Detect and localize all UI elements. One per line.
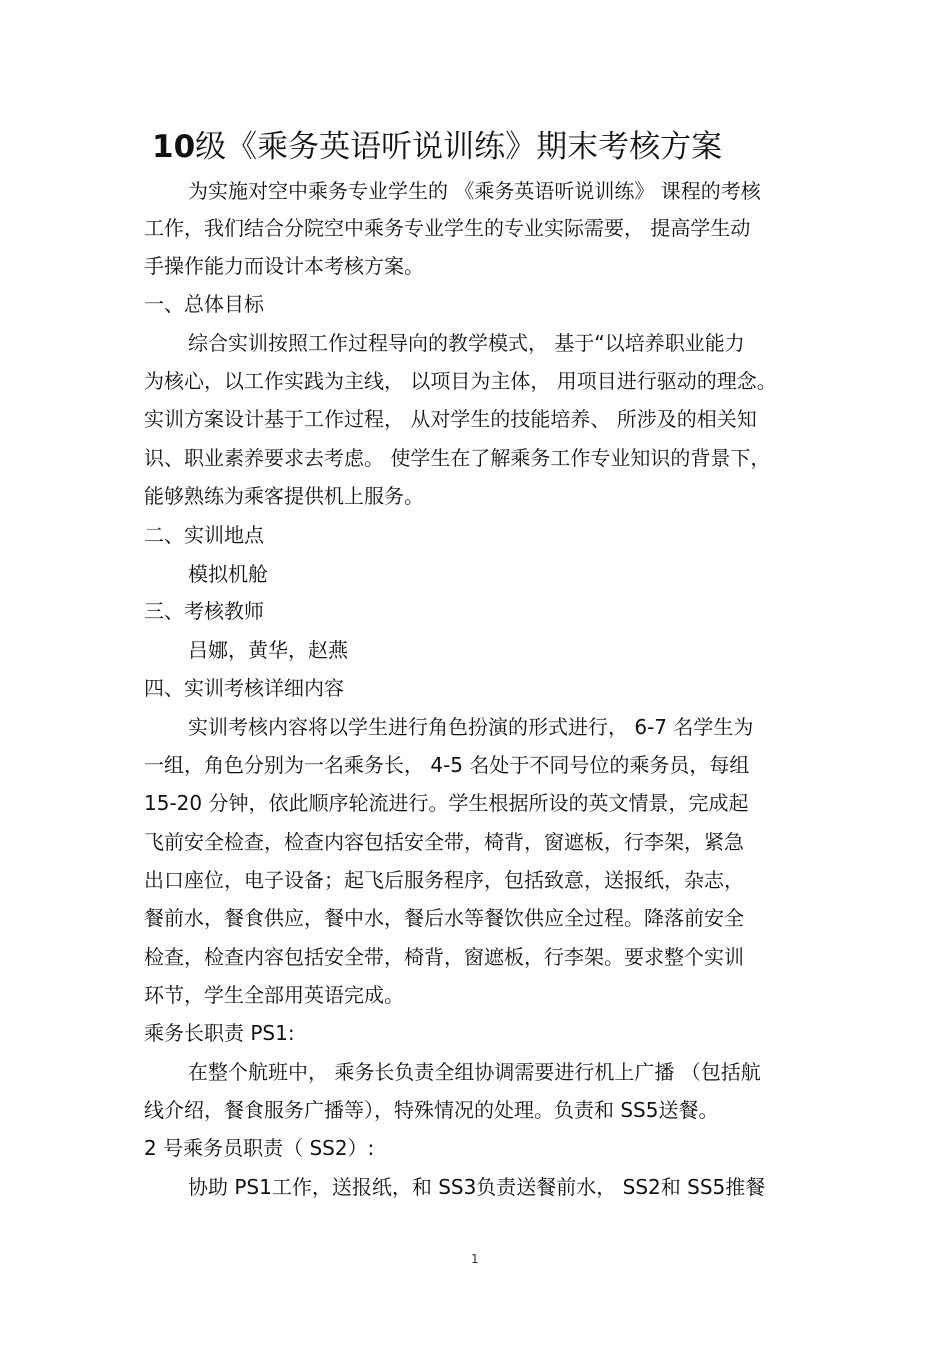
paragraph-line: 实训方案设计基于工作过程， 从对学生的技能培养、 所涉及的相关知: [144, 407, 757, 431]
document-title: [152, 127, 722, 167]
page-number: 1: [471, 1252, 479, 1266]
paragraph-line: 手操作能力而设计本考核方案。: [144, 254, 424, 278]
title-number: 10: [152, 129, 196, 165]
paragraph-line: 出口座位，电子设备；起飞后服务程序，包括致意，送报纸，杂志，: [144, 868, 744, 892]
paragraph-line: 检查，检查内容包括安全带，椅背，窗遮板，行李架。要求整个实训: [144, 945, 744, 969]
section-heading: 乘务长职责 PS1:: [144, 1021, 295, 1045]
title-text: 级《乘务英语听说训练》期末考核方案: [195, 129, 723, 165]
paragraph-line: 工作，我们结合分院空中乘务专业学生的专业实际需要， 提高学生动: [144, 216, 751, 240]
paragraph-line: 能够熟练为乘客提供机上服务。: [144, 484, 424, 508]
paragraph-line: 餐前水，餐食供应，餐中水，餐后水等餐饮供应全过程。降落前安全: [144, 906, 744, 930]
paragraph-line: 飞前安全检查，检查内容包括安全带，椅背，窗遮板，行李架，紧急: [144, 830, 744, 854]
section-heading: 一、总体目标: [144, 292, 264, 316]
paragraph-line: 综合实训按照工作过程导向的教学模式， 基于“以培养职业能力: [188, 331, 745, 355]
paragraph-line: 为实施对空中乘务专业学生的 《乘务英语听说训练》 课程的考核: [188, 179, 761, 203]
section-heading: 四、实训考核详细内容: [144, 676, 344, 700]
paragraph-line: 一组，角色分别为一名乘务长， 4-5 名处于不同号位的乘务员，每组: [144, 753, 750, 777]
section-heading: 三、考核教师: [144, 599, 264, 623]
paragraph-line: 15-20 分钟，依此顺序轮流进行。学生根据所设的英文情景，完成起: [144, 791, 749, 815]
paragraph-line: 为核心，以工作实践为主线， 以项目为主体， 用项目进行驱动的理念。: [144, 369, 777, 393]
section-heading: 2 号乘务员职责（ SS2）:: [144, 1136, 375, 1160]
paragraph-line: 吕娜，黄华，赵燕: [188, 638, 348, 662]
paragraph-line: 识、职业素养要求去考虑。 使学生在了解乘务工作专业知识的背景下，: [144, 446, 771, 470]
paragraph-line: 线介绍，餐食服务广播等），特殊情况的处理。负责和 SS5送餐。: [144, 1098, 719, 1122]
section-heading: 二、实训地点: [144, 523, 264, 547]
paragraph-line: 环节，学生全部用英语完成。: [144, 983, 404, 1007]
paragraph-line: 在整个航班中， 乘务长负责全组协调需要进行机上广播 （包括航: [188, 1060, 761, 1084]
paragraph-line: 协助 PS1工作，送报纸，和 SS3负责送餐前水， SS2和 SS5推餐: [188, 1175, 766, 1199]
paragraph-line: 模拟机舱: [188, 562, 268, 586]
paragraph-line: 实训考核内容将以学生进行角色扮演的形式进行， 6-7 名学生为: [188, 715, 754, 739]
